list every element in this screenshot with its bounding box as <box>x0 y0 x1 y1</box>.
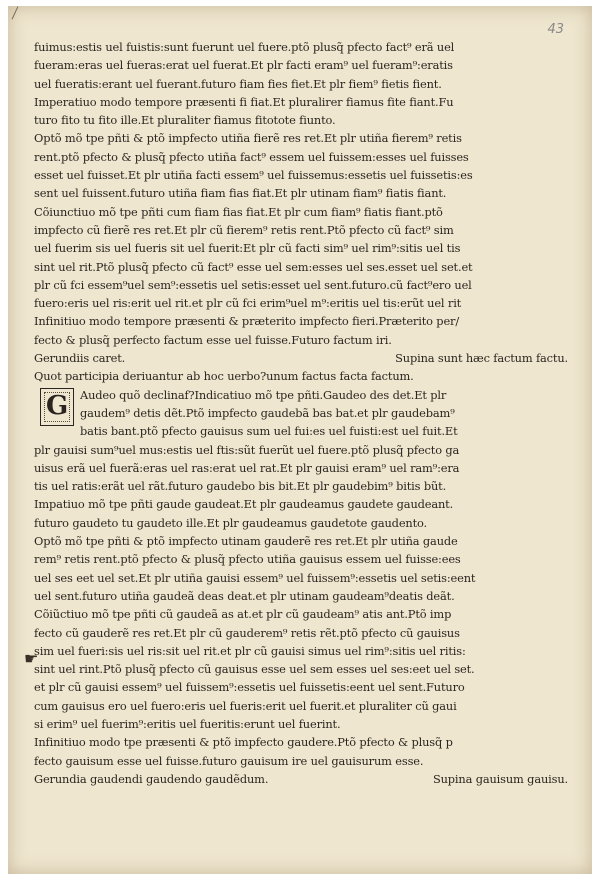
text-line: batis bant.ptõ pfecto gauisus sum uel fui:es uel fuisti:est uel fuit.Et <box>80 424 458 439</box>
gerund-text: Gerundia gaudendi gaudendo gaudẽdum. <box>34 771 269 786</box>
text-line: fecto & plusq̃ perfecto factum esse uel fuisse.Futuro factum iri. <box>34 332 392 347</box>
decorated-initial: G <box>40 388 74 426</box>
text-line: futuro gaudeto tu gaudeto ille.Et plr gaudeamus gaudetote gaudento. <box>34 515 428 530</box>
text-line: Imperatiuo modo tempore præsenti fi fiat.Et pluralirer fiamus fite fiant.Fu <box>34 94 454 109</box>
text-line: Infinitiuo modo tpe præsenti & ptõ impfecto gaudere.Ptõ pfecto & plusq̃ p <box>34 735 453 750</box>
corner-pen-mark <box>12 6 28 23</box>
text-line: fueram:eras uel fueras:erat uel fuerat.Et plr facti eram⁹ uel fueram⁹:eratis <box>34 58 453 73</box>
text-line: uel ses eet uel set.Et plr utiña gauisi essem⁹ uel fuissem⁹:essetis uel setis:eent <box>34 570 476 585</box>
text-line: gaudem⁹ detis dẽt.Ptõ impfecto gaudebã bas bat.et plr gaudebam⁹ <box>80 405 455 420</box>
text-line: rent.ptõ pfecto & plusq̃ pfecto utiña fact⁹ essem uel fuissem:esses uel fuisses <box>34 149 469 164</box>
text-line: uel fuerim sis uel fueris sit uel fuerit:Et plr cũ facti sim⁹ uel rim⁹:sitis uel tis <box>34 241 461 256</box>
text-line: rem⁹ retis rent.ptõ pfecto & plusq̃ pfecto utiña gauisus essem uel fuisse:ees <box>34 552 461 567</box>
text-line: et plr cũ gauisi essem⁹ uel fuissem⁹:essetis uel fuissetis:eent uel sent.Futuro <box>34 680 465 695</box>
text-line: plr cũ fci essem⁹uel sem⁹:essetis uel setis:esset uel sent.futuro.cũ fact⁹ero uel <box>34 277 472 292</box>
text-line: tis uel ratis:erãt uel rãt.futuro gaudebo bis bit.Et plr gaudebim⁹ bitis bũt. <box>34 479 447 494</box>
text-line: Cõiũctiuo mõ tpe pñti cũ gaudeã as at.et plr cũ gaudeam⁹ atis ant.Ptõ imp <box>34 607 452 622</box>
text-line: uisus erã uel fuerã:eras uel ras:erat uel rat.Et plr gauisi eram⁹ uel ram⁹:era <box>34 460 460 475</box>
text-line: uel sent.futuro utiña gaudeã deas deat.et plr utinam gaudeam⁹deatis deãt. <box>34 588 455 603</box>
text-line: Audeo quõ declinaf?Indicatiuo mõ tpe pñti.Gaudeo des det.Et plr <box>80 387 447 402</box>
text-line: Optõ mõ tpe pñti & ptõ impfecto utiña fierẽ res ret.Et plr utiña fierem⁹ retis <box>34 131 462 146</box>
text-line: si erim⁹ uel fuerim⁹:eritis uel fueritis:erunt uel fuerint. <box>34 716 341 731</box>
text-line: sint uel rit.Ptõ plusq̃ pfecto cũ fact⁹ esse uel sem:esses uel ses.esset uel set.et <box>34 259 473 274</box>
text-line: fuero:eris uel ris:erit uel rit.et plr cũ fci erim⁹uel m⁹:eritis uel tis:erũt uel rit <box>34 296 462 311</box>
page <box>8 6 592 874</box>
text-line: plr gauisi sum⁹uel mus:estis uel ftis:sũt fuerũt uel fuere.ptõ plusq̃ pfecto ga <box>34 442 460 457</box>
text-block <box>34 38 568 788</box>
supine-text: Supina gauisum gauisu. <box>432 771 568 786</box>
text-line: cum gauisus ero uel fuero:eris uel fueris:erit uel fuerit.et pluraliter cũ gaui <box>34 698 457 713</box>
gerund-supine-line <box>34 349 568 367</box>
text-line: uel fueratis:erant uel fuerant.futuro fiam fies fiet.Et plr fiem⁹ fietis fient. <box>34 76 442 91</box>
text-line: impfecto cũ fierẽ res ret.Et plr cũ fierem⁹ retis rent.Ptõ pfecto cũ fact⁹ sim <box>34 222 454 237</box>
text-line: Impatiuo mõ tpe pñti gaude gaudeat.Et plr gaudeamus gaudete gaudeant. <box>34 497 454 512</box>
initial-paragraph <box>34 386 568 441</box>
question-line: Quot participia deriuantur ab hoc uerbo?unum factus facta factum. <box>34 369 414 384</box>
text-line: turo fito tu fito ille.Et pluraliter fiamus fitotote fiunto. <box>34 113 336 128</box>
folio-number: 43 <box>547 22 564 37</box>
text-line: fecto gauisum esse uel fuisse.futuro gauisum ire uel gauisurum esse. <box>34 753 424 768</box>
text-line: sent uel fuissent.futuro utiña fiam fias fiat.Et plr utinam fiam⁹ fiatis fiant. <box>34 186 447 201</box>
text-line: esset uel fuisset.Et plr utiña facti essem⁹ uel fuissemus:essetis uel fuissetis:es <box>34 168 473 183</box>
text-line: fecto cũ gauderẽ res ret.Et plr cũ gauderem⁹ retis rẽt.ptõ pfecto cũ gauisus <box>34 625 460 640</box>
text-line: Optõ mõ tpe pñti & ptõ impfecto utinam gauderẽ res ret.Et plr utiña gaude <box>34 534 458 549</box>
supine-text: Supina sunt hæc factum factu. <box>395 351 568 366</box>
text-line: Cõiunctiuo mõ tpe pñti cum fiam fias fiat.Et plr cum fiam⁹ fiatis fiant.ptõ <box>34 204 443 219</box>
text-line: fuimus:estis uel fuistis:sunt fuerunt uel fuere.ptõ plusq̃ pfecto fact⁹ erã uel <box>34 40 455 54</box>
manicule-icon: ☛ <box>24 649 39 668</box>
text-line: sint uel rint.Ptõ plusq̃ pfecto cũ gauisus esse uel sem esses uel ses:eet uel set. <box>34 662 475 677</box>
gerund-text: Gerundiis caret. <box>34 351 126 366</box>
gerund-supine-line <box>34 770 568 788</box>
text-line: sim uel fueri:sis uel ris:sit uel rit.et plr cũ gauisi simus uel rim⁹:sitis uel ritis: <box>34 643 466 658</box>
text-line: Infinitiuo modo tempore præsenti & præterito impfecto fieri.Præterito per/ <box>34 314 460 329</box>
